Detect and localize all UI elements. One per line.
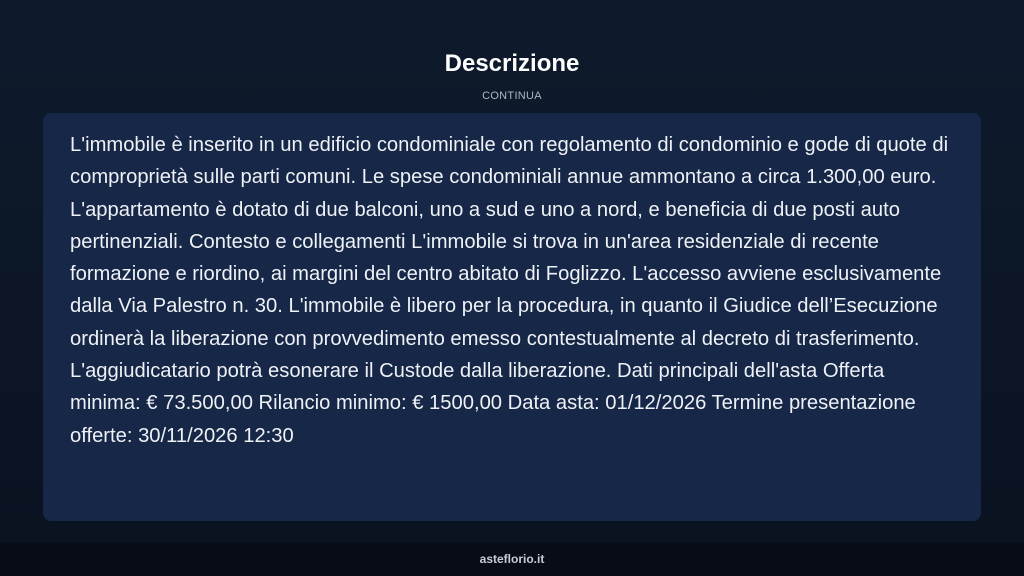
page-title: Descrizione: [444, 50, 580, 77]
footer-bar: [0, 543, 1024, 576]
continua-label: CONTINUA: [482, 90, 542, 102]
description-text: L'immobile è inserito in un edificio condominiale con regolamento di condominio e gode di quote di comproprietà sulle parti comuni. Le spese condominiali annue ammontano a circa 1.300,00 euro. L'appartamento è dotato di due balconi, uno a sud e uno a nord, e beneficia di due posti auto pertinenziali. Contesto e collegamenti L'immobile si trova in un'area residenziale di recente formazione e riordino, ai margini del centro abitato di Foglizzo. L'accesso avviene esclusivamente dalla Via Palestro n. 30. L'immobile è libero per la procedura, in quanto il Giudice dell’Esecuzione ordinerà la liberazione con provvedimento emesso contestualmente al decreto di trasferimento. L'aggiudicatario potrà esonerare il Custode dalla liberazione. Dati principali dell'asta Offerta minima: € 73.500,00 Rilancio minimo: € 1500,00 Data asta: 01/12/2026 Termine presentazione offerte: 30/11/2026 12:30: [70, 134, 949, 447]
footer-site-label: asteflorio.it: [479, 552, 545, 566]
description-card: [43, 113, 981, 521]
